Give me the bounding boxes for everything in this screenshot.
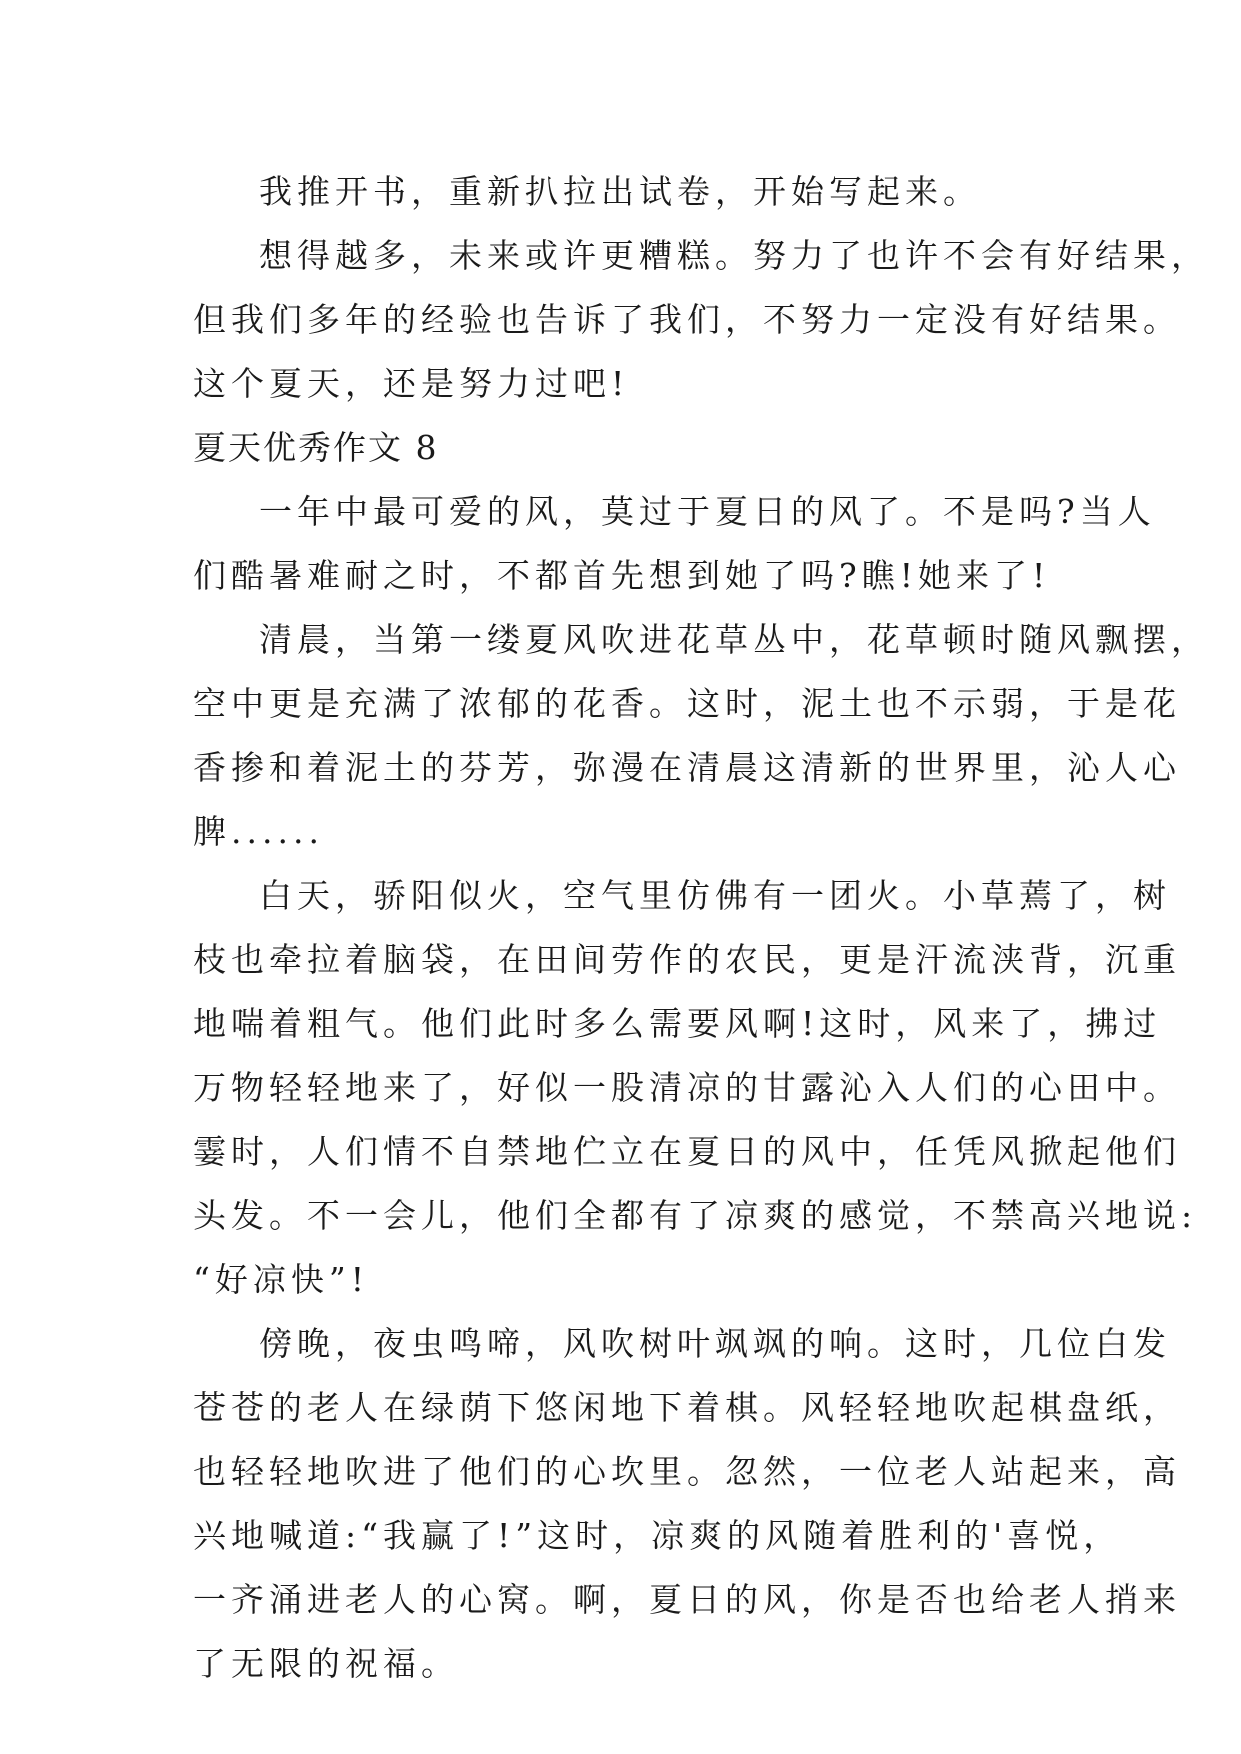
text-line: 这个夏天，还是努力过吧! xyxy=(193,364,630,403)
text-line: “好凉快”! xyxy=(193,1260,370,1299)
text-line: 傍晚，夜虫鸣啼，风吹树叶飒飒的响。这时，几位白发 xyxy=(259,1324,1171,1363)
text-line: 兴地喊道:“我赢了!”这时，凉爽的风随着胜利的'喜悦， xyxy=(193,1516,1122,1555)
text-line: 一齐涌进老人的心窝。啊，夏日的风，你是否也给老人捎来 xyxy=(193,1580,1181,1619)
text-line: 清晨，当第一缕夏风吹进花草丛中，花草顿时随风飘摆， xyxy=(259,620,1209,659)
text-line: 头发。不一会儿，他们全都有了凉爽的感觉，不禁高兴地说: xyxy=(193,1196,1198,1235)
text-line: 白天，骄阳似火，空气里仿佛有一团火。小草蔫了，树 xyxy=(259,876,1171,915)
text-line: 香掺和着泥土的芬芳，弥漫在清晨这清新的世界里，沁人心 xyxy=(193,748,1181,787)
text-line: 空中更是充满了浓郁的花香。这时，泥土也不示弱，于是花 xyxy=(193,684,1181,723)
text-line: 们酷暑难耐之时，不都首先想到她了吗?瞧!她来了! xyxy=(193,556,1051,595)
text-line: 霎时，人们情不自禁地伫立在夏日的风中，任凭风掀起他们 xyxy=(193,1132,1181,1171)
text-line: 但我们多年的经验也告诉了我们，不努力一定没有好结果。 xyxy=(193,300,1181,339)
text-line: 万物轻轻地来了，好似一股清凉的甘露沁入人们的心田中。 xyxy=(193,1068,1181,1107)
text-line: 枝也牵拉着脑袋，在田间劳作的农民，更是汗流浃背，沉重 xyxy=(193,940,1181,979)
text-line: 也轻轻地吹进了他们的心坎里。忽然，一位老人站起来，高 xyxy=(193,1452,1181,1491)
text-line: 了无限的祝福。 xyxy=(193,1644,459,1683)
document-page xyxy=(193,160,1209,1696)
text-line: 一年中最可爱的风，莫过于夏日的风了。不是吗?当人 xyxy=(259,492,1156,531)
text-line: 脾...... xyxy=(193,812,324,851)
text-line: 我推开书，重新扒拉出试卷，开始写起来。 xyxy=(259,172,981,211)
text-line: 想得越多，未来或许更糟糕。努力了也许不会有好结果， xyxy=(259,236,1209,275)
section-heading: 夏天优秀作文 8 xyxy=(193,428,439,467)
text-line: 苍苍的老人在绿荫下悠闲地下着棋。风轻轻地吹起棋盘纸， xyxy=(193,1388,1181,1427)
text-line: 地喘着粗气。他们此时多么需要风啊!这时，风来了，拂过 xyxy=(193,1004,1162,1043)
